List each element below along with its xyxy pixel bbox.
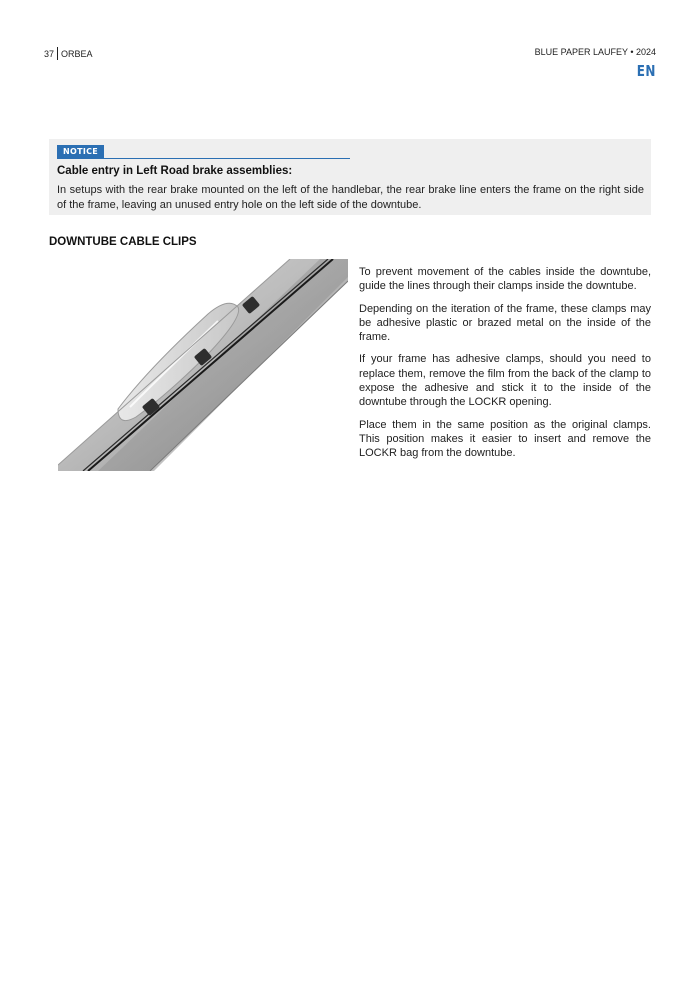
section-text xyxy=(359,265,651,469)
page-header-left xyxy=(44,47,93,60)
downtube-cable-clips-image xyxy=(58,259,348,471)
paragraph: Place them in the same position as the original clamps. This position makes it easier to insert and remove the LOCKR bag from the downtube. xyxy=(359,418,651,460)
downtube-illustration xyxy=(58,259,348,471)
document-title: BLUE PAPER LAUFEY • 2024 xyxy=(534,47,656,57)
notice-tag: NOTICE xyxy=(57,145,104,158)
notice-title: Cable entry in Left Road brake assemblies: xyxy=(57,165,293,177)
paragraph: If your frame has adhesive clamps, should you need to replace them, remove the film from the back of the clamp to expose the adhesive and stick it to the inside of the downtube through the LOCKR opening. xyxy=(359,353,651,409)
notice-box xyxy=(49,139,651,215)
paragraph: Depending on the iteration of the frame, these clamps may be adhesive plastic or brazed metal on the inside of the frame. xyxy=(359,302,651,344)
notice-underline xyxy=(57,158,350,159)
paragraph: To prevent movement of the cables inside the downtube, guide the lines through their clamps inside the downtube. xyxy=(359,266,651,293)
notice-body: In setups with the rear brake mounted on the left of the handlebar, the rear brake line enters the frame on the right side of the frame, leaving an unused entry hole on the left side of the downtube. xyxy=(57,184,644,211)
language-label: EN xyxy=(636,62,656,80)
header-divider xyxy=(57,47,58,60)
brand-name: ORBEA xyxy=(61,48,93,59)
page-number: 37 xyxy=(44,48,55,59)
section-heading: DOWNTUBE CABLE CLIPS xyxy=(49,236,197,248)
